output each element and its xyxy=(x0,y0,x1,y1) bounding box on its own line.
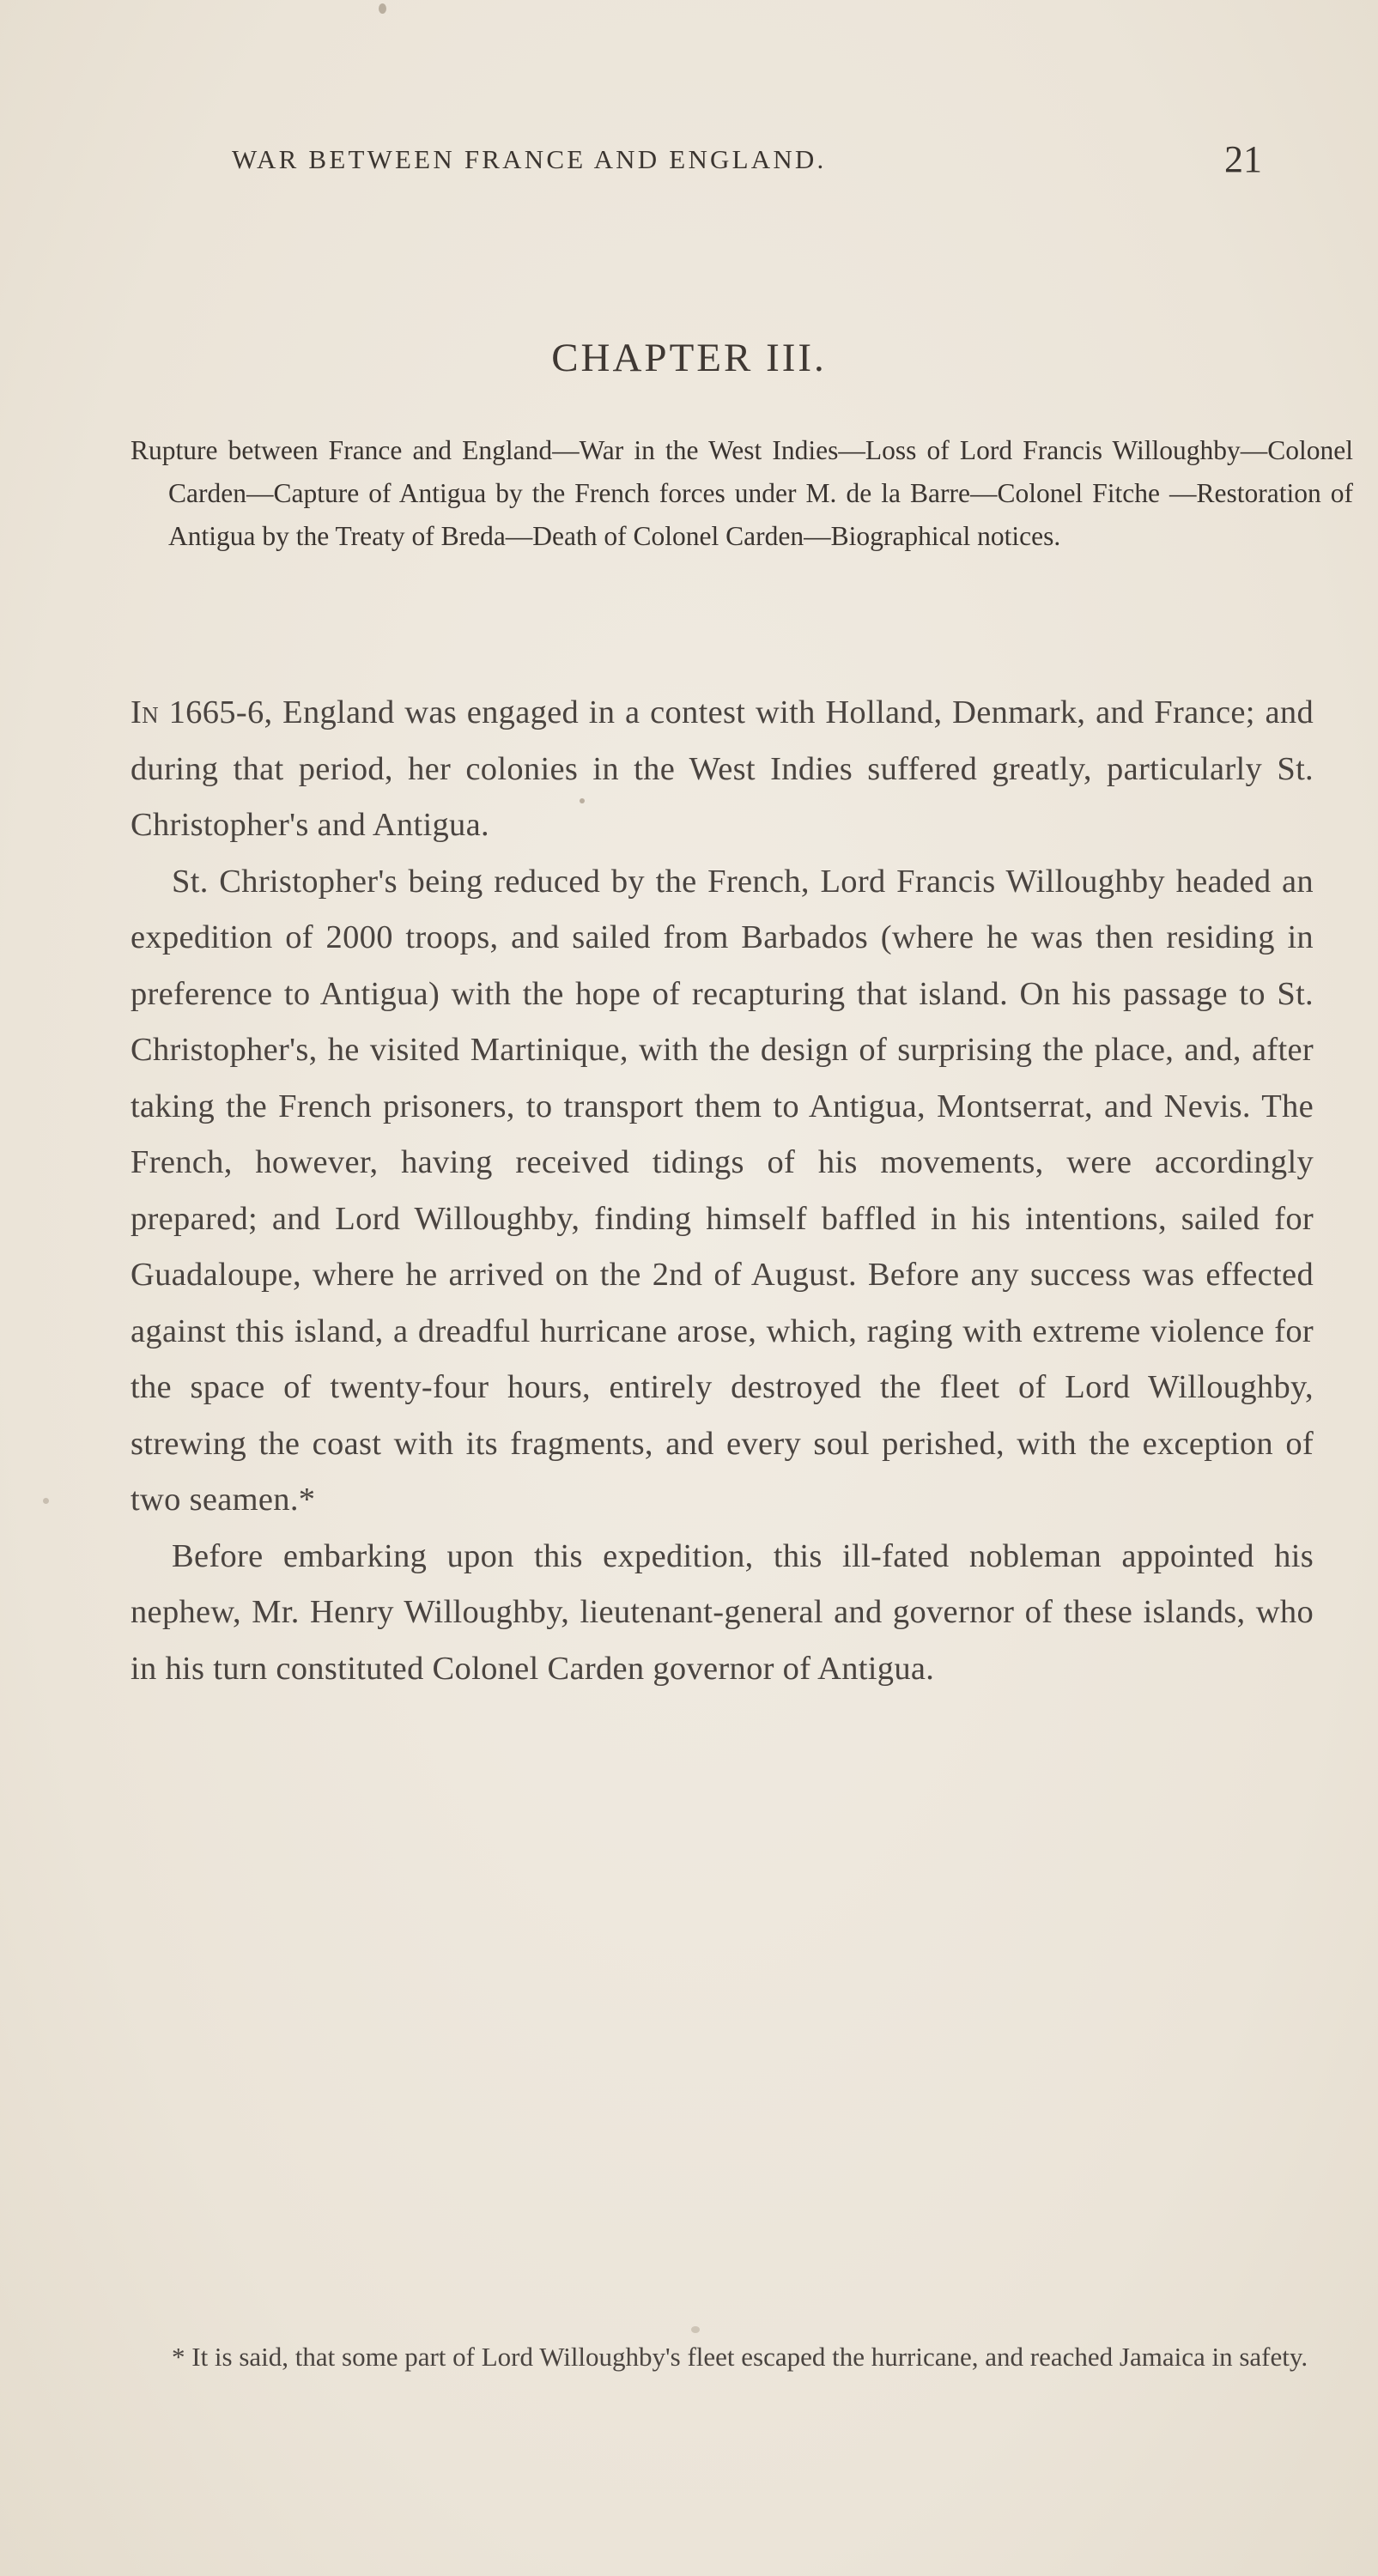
chapter-synopsis: Rupture between France and England—War in the West Indies—Loss of Lord Francis Willoughby—Colonel Carden—Capture of Antigua by the French forces under M. de la Barre—Colonel Fitche —Restoration of Antigua by the Treaty of Breda—Death of Colonel Carden—Biographical notices. xyxy=(131,435,1353,551)
page-number: 21 xyxy=(1224,138,1262,180)
page-header xyxy=(232,137,1262,189)
running-head: WAR BETWEEN FRANCE AND ENGLAND. xyxy=(232,144,827,174)
chapter-title: CHAPTER III. xyxy=(551,336,827,380)
paragraph-1-text: 1665-6, England was engaged in a contest with Holland, Denmark, and France; and during that period, her colonies in the West Indies suffered greatly, particularly St. Christopher's and Antigua. xyxy=(131,694,1314,843)
paragraph-3: Before embarking upon this expedition, this ill-fated nobleman appointed his nephew, Mr. Henry Willoughby, lieutenant-general and governor of these islands, who in his turn constituted Colonel Carden governor of Antigua. xyxy=(131,1537,1314,1687)
paper-speck xyxy=(379,3,386,14)
paragraph-1 xyxy=(131,685,1314,854)
paper-speck xyxy=(43,1498,49,1504)
paragraph-2: St. Christopher's being reduced by the French, Lord Francis Willoughby headed an expedition of 2000 troops, and sailed from Barbados (where he was then residing in preference to Antigua) with the hope of recapturing that island. On his passage to St. Christopher's, he visited Martinique, with the design of surprising the place, and, after taking the French prisoners, to transport them to Antigua, Montserrat, and Nevis. The French, however, having received tidings of his movements, were accordingly prepared; and Lord Willoughby, finding himself baffled in his intentions, sailed for Guadaloupe, where he arrived on the 2nd of August. Before any success was effected against this island, a dreadful hurricane arose, which, raging with extreme violence for the space of twenty-four hours, entirely destroyed the fleet of Lord Willoughby, strewing the coast with its fragments, and every soul perished, with the exception of two seamen.* xyxy=(131,863,1314,1518)
paper-speck xyxy=(691,2326,700,2333)
body-text xyxy=(131,685,1314,1697)
initial-word: In xyxy=(131,694,159,730)
footnote: * It is said, that some part of Lord Willoughby's fleet escaped the hurricane, and reached Jamaica in safety. xyxy=(172,2342,1308,2372)
